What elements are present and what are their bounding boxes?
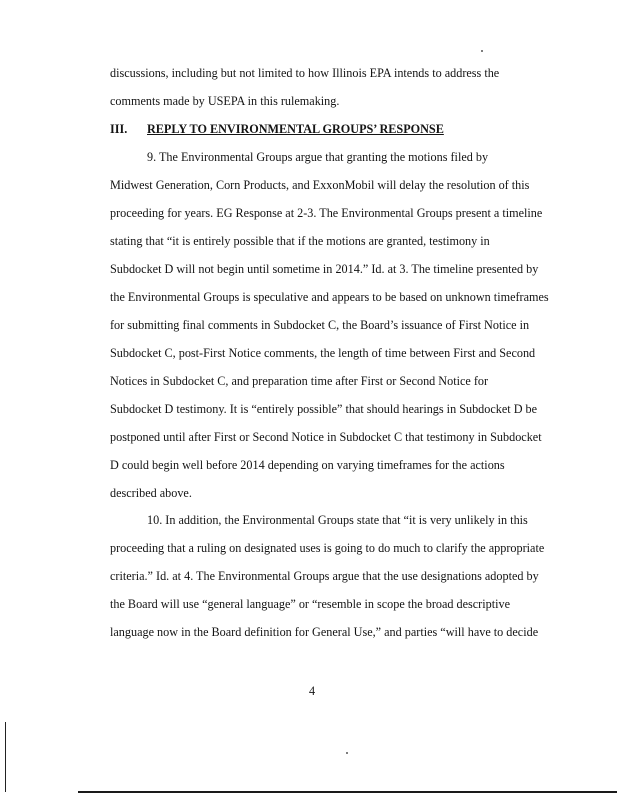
text-line: Subdocket C, post-First Notice comments, the length of time between First and Second — [110, 346, 536, 360]
text-line: postponed until after First or Second Notice in Subdocket C that testimony in Subdocket — [110, 430, 542, 444]
text-line: for submitting final comments in Subdocket C, the Board’s issuance of First Notice in — [110, 318, 530, 332]
text-line: described above. — [110, 486, 192, 500]
text-line: language now in the Board definition for General Use,” and parties “will have to decide — [110, 625, 539, 639]
text-line: stating that “it is entirely possible that if the motions are granted, testimony in — [110, 234, 490, 248]
scan-margin-line — [5, 722, 6, 792]
text-line: comments made by USEPA in this rulemaking. — [110, 94, 340, 108]
text-line: discussions, including but not limited to how Illinois EPA intends to address the — [110, 66, 500, 80]
text-line: Subdocket D testimony. It is “entirely possible” that should hearings in Subdocket D be — [110, 402, 538, 416]
paragraph-10-first-line: 10. In addition, the Environmental Groups state that “it is very unlikely in this — [147, 513, 528, 527]
section-number: III. — [110, 122, 128, 136]
text-line: Subdocket D will not begin until sometime in 2014.” Id. at 3. The timeline presented by — [110, 262, 539, 276]
text-line: proceeding for years. EG Response at 2-3. The Environmental Groups present a timeline — [110, 206, 543, 220]
text-line: D could begin well before 2014 depending on varying timeframes for the actions — [110, 458, 505, 472]
text-line: Notices in Subdocket C, and preparation time after First or Second Notice for — [110, 374, 489, 388]
text-line: criteria.” Id. at 4. The Environmental Groups argue that the use designations adopted by — [110, 569, 539, 583]
section-heading: REPLY TO ENVIRONMENTAL GROUPS’ RESPONSE — [147, 122, 444, 136]
scan-speck — [481, 50, 483, 52]
scan-speck — [346, 752, 348, 754]
text-line: proceeding that a ruling on designated uses is going to do much to clarify the appropriate — [110, 541, 545, 555]
text-line: the Environmental Groups is speculative and appears to be based on unknown timeframes — [110, 290, 549, 304]
page-number: 4 — [309, 684, 316, 698]
text-line: the Board will use “general language” or “resemble in scope the broad descriptive — [110, 597, 510, 611]
text-line: Midwest Generation, Corn Products, and ExxonMobil will delay the resolution of this — [110, 178, 530, 192]
scan-bottom-rule — [78, 791, 617, 793]
paragraph-9-first-line: 9. The Environmental Groups argue that granting the motions filed by — [147, 150, 489, 164]
